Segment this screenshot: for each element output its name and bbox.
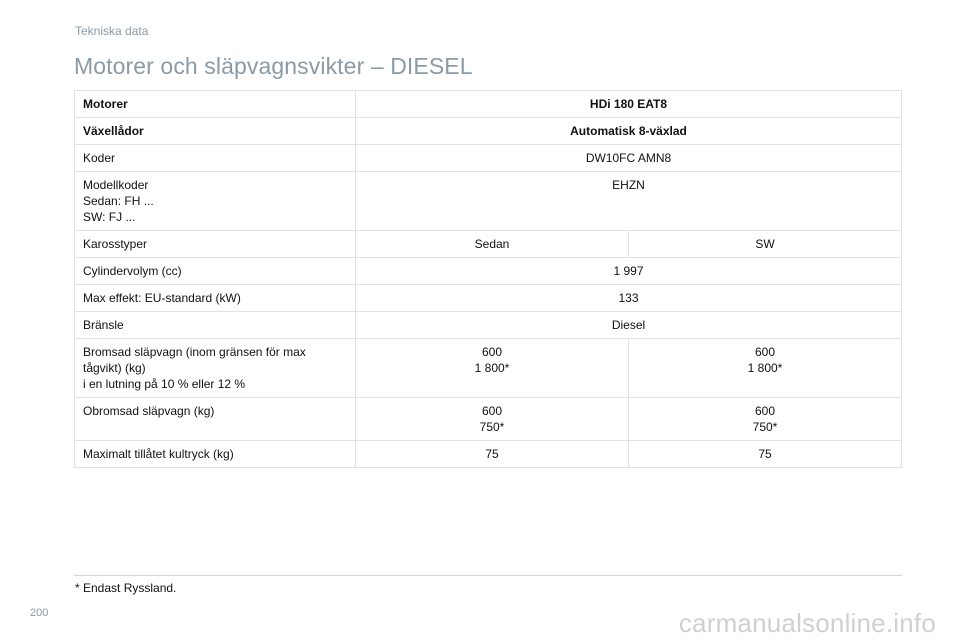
row-value-sw [629,398,902,441]
value-line: 600 [754,404,776,418]
row-value-sedan [356,339,629,398]
row-label: Obromsad släpvagn (kg) [75,398,356,441]
row-label-line: i en lutning på 10 % eller 12 % [83,377,246,391]
value-line: 750* [479,420,505,434]
value-line: 600 [481,404,503,418]
row-value: Automatisk 8-växlad [356,118,902,145]
row-label-line: Modellkoder [83,178,149,192]
row-value-sw: SW [629,231,902,258]
page-number: 200 [30,607,49,619]
row-value: 133 [356,285,902,312]
row-value: HDi 180 EAT8 [356,91,902,118]
row-value: DW10FC AMN8 [356,145,902,172]
row-label-line: Sedan: FH ... [83,194,154,208]
row-label: Bränsle [75,312,356,339]
table-row-body-types [75,231,902,258]
page-title: Motorer och släpvagnsvikter – DIESEL [74,53,473,79]
row-value: EHZN [356,172,902,231]
table-row-codes [75,145,902,172]
row-label [75,172,356,231]
row-value-sw: 75 [629,441,902,468]
spec-table [74,90,902,468]
value-line: 750* [752,420,778,434]
value-line: 600 [754,345,776,359]
row-label: Karosstyper [75,231,356,258]
value-line: 1 800* [474,361,510,375]
table-row-displacement [75,258,902,285]
row-label: Koder [75,145,356,172]
table-row-fuel [75,312,902,339]
footnote: * Endast Ryssland. [75,581,177,595]
table-row-unbraked-trailer [75,398,902,441]
value-line: 1 800* [747,361,783,375]
row-value: Diesel [356,312,902,339]
row-value-sedan [356,398,629,441]
footnote-divider [74,575,902,576]
table-row-engine [75,91,902,118]
value-line: 600 [481,345,503,359]
row-label-line: SW: FJ ... [83,210,136,224]
row-label: Maximalt tillåtet kultryck (kg) [75,441,356,468]
row-label-line: Bromsad släpvagn (inom gränsen för max [83,345,306,359]
row-label [75,339,356,398]
row-value-sw [629,339,902,398]
watermark: carmanualsonline.info [678,608,936,638]
row-value-sedan: Sedan [356,231,629,258]
table-row-max-power [75,285,902,312]
row-value-sedan: 75 [356,441,629,468]
section-label: Tekniska data [75,24,149,38]
row-label-line: tågvikt) (kg) [83,361,146,375]
table-row-gearbox [75,118,902,145]
row-label: Motorer [75,91,356,118]
table-row-braked-trailer [75,339,902,398]
table-row-nose-weight [75,441,902,468]
row-label: Växellådor [75,118,356,145]
row-label: Max effekt: EU-standard (kW) [75,285,356,312]
row-label: Cylindervolym (cc) [75,258,356,285]
table-row-model-codes [75,172,902,231]
row-value: 1 997 [356,258,902,285]
